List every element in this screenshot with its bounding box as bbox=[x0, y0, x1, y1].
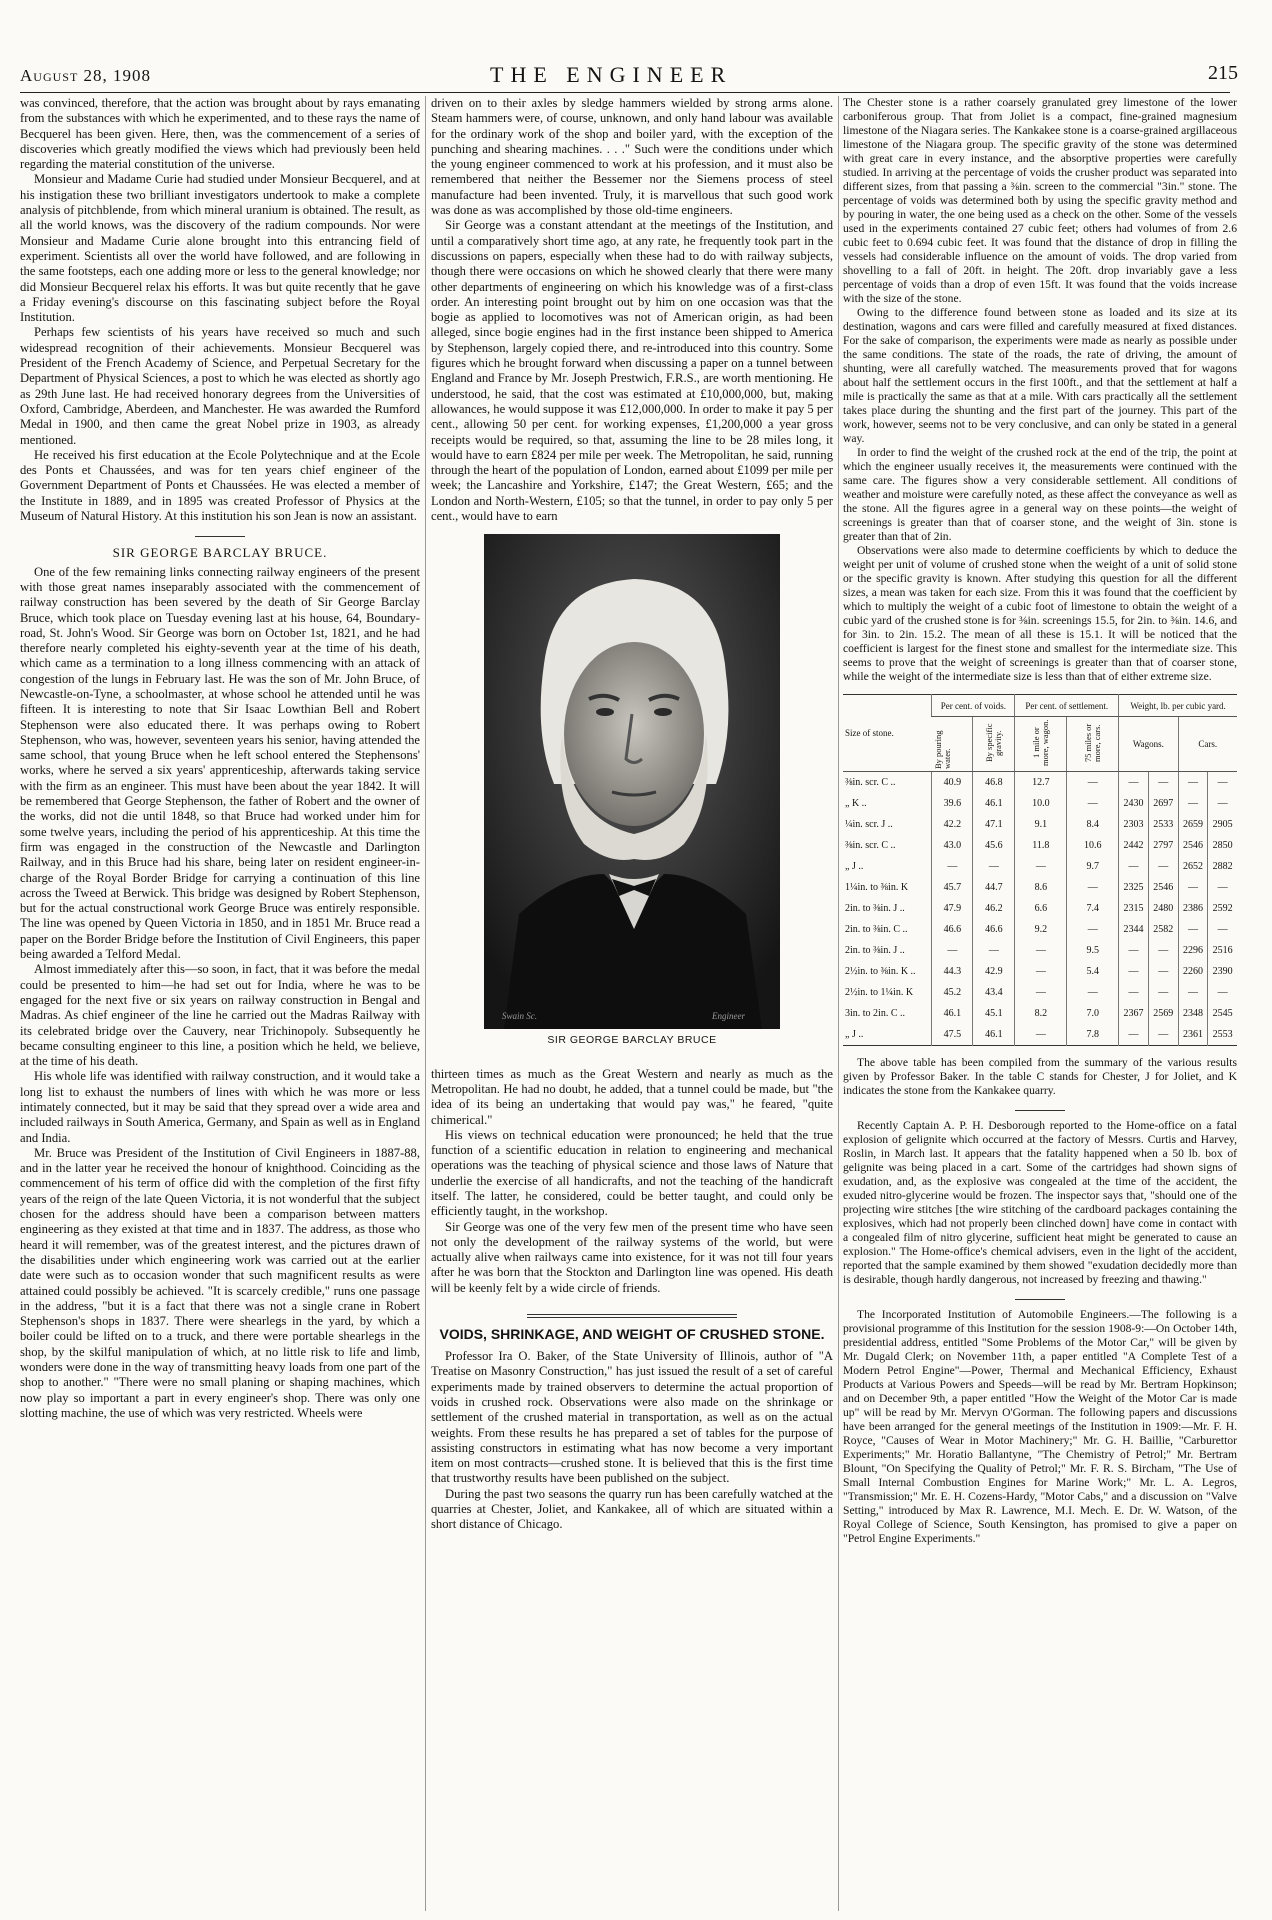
table-cell: — bbox=[1208, 793, 1237, 814]
photo-caption: SIR GEORGE BARCLAY BRUCE bbox=[547, 1034, 717, 1047]
table-cell: 9.2 bbox=[1015, 919, 1067, 940]
table-cell: — bbox=[1178, 793, 1208, 814]
table-cell: 2386 bbox=[1178, 898, 1208, 919]
table-cell: 8.4 bbox=[1067, 814, 1119, 835]
paragraph: Observations were also made to determine coefficients by which to deduce the weight per unit of volume of crushed stone when the weight of a unit of solid stone or the specific gravity is known. After studying this question for all the different sizes, a mean was taken for each size. From this it was found that the coefficient by which to multiply the weight of a cubic foot of limestone to obtain the weight of a cubic yard of the crushed stone is for ⅜in. screenings 15.5, for 2in. to ⅜in. 14.6, and for 3in. to 2in. 15.2. The mean of all these is 15.1. It will be noticed that the coefficient is largest for the finest stone and smallest for the intermediate size. This seems to prove that the weight of screenings is greater than that of coarser stone, while the weight of the intermediate size is less than that of either extreme size. bbox=[843, 544, 1237, 683]
table-subheader: 75 miles or more, cars. bbox=[1082, 723, 1102, 763]
table-cell: 2569 bbox=[1148, 1003, 1178, 1024]
table-row bbox=[843, 940, 1237, 961]
table-cell: 2296 bbox=[1178, 940, 1208, 961]
section-rule bbox=[195, 536, 245, 537]
paragraph: thirteen times as much as the Great Western and nearly as much as the Metropolitan. He had no doubt, he added, that a tunnel could be made, but "the idea of its being an undertaking that would pay was," he feared, "quite chimerical." bbox=[431, 1066, 833, 1127]
table-cell: 7.4 bbox=[1067, 898, 1119, 919]
table-cell: 2592 bbox=[1208, 898, 1237, 919]
table-cell: 2533 bbox=[1148, 814, 1178, 835]
crushed-stone-table bbox=[843, 694, 1237, 1046]
table-cell: 2348 bbox=[1178, 1003, 1208, 1024]
table-row bbox=[843, 961, 1237, 982]
paragraph: One of the few remaining links connecting railway engineers of the present with those great names inseparably associated with the commencement of railway construction has been severed by the death of Sir George Barclay Bruce, which took place on Tuesday evening last at his house, 64, Boundary-road, St. John's Wood. Sir George was born on October 1st, 1821, and he had therefore nearly completed his eighty-seventh year at the time of his death, which came as a termination to a long illness commencing with an attack of congestion of the lungs in February last. He was the son of Mr. John Bruce, of Newcastle-on-Tyne, a schoolmaster, at whose school he attended until he was fifteen. It is interesting to note that Sir Isaac Lowthian Bell and Robert Stephenson were also educated there. It was perhaps owing to Robert Stephenson, who was, however, seventeen years his senior, having attended the same school, that young Bruce when he left school entered the Stephensons' works, where he served a six years' apprenticeship, afterwards taking service with the firm as an engineer. This must have been about the year 1842. It will be remembered that George Stephenson, the father of Robert and the owner of the works, did not die until 1848, so that Bruce had worked under him for some twelve years, including the period of his apprenticeship. At this time the firm was engaged in the construction of the Newcastle and Darlington Railway, and in this Bruce had his share, being later on resident engineer-in-charge of the Royal Border Bridge for carrying a continuation of this line across the Tweed at Berwick. This bridge was designed by Robert Stephenson, but for the actual constructional work George Bruce was entirely responsible. The line was opened by Queen Victoria in 1850, and in 1851 Mr. Bruce read a paper on the Border Bridge before the Institution of Civil Engineers, this paper being awarded a Telford Medal. bbox=[20, 564, 420, 962]
table-cell: — bbox=[1119, 961, 1149, 982]
table-cell: 8.6 bbox=[1015, 877, 1067, 898]
table-subheader: By specific gravity. bbox=[983, 723, 1003, 763]
table-cell: — bbox=[1015, 856, 1067, 877]
engraver-signature: Swain Sc. bbox=[502, 1011, 537, 1022]
table-cell: — bbox=[1119, 982, 1149, 1003]
stone-size-cell: 3in. to 2in. C .. bbox=[845, 1007, 906, 1019]
paragraph: The Chester stone is a rather coarsely granulated grey limestone of the lower carboniferous group. That from Joliet is a compact, fine-grained magnesium limestone of the Niagara series. The Kankakee stone is a coarse-grained argillaceous limestone of the Niagara group. The specific gravity of the stone was determined with great care in every instance, and the absorptive properties were carefully studied. In arriving at the percentage of voids the crusher product was separated into different sizes, from that passing a ⅜in. screen to the commercial "3in." stone. The percentage of voids was determined both by using the specific gravity method and by pouring in water, the one being used as a check on the other. Some of the vessels used in the experiments contained 27 cubic feet; others had volumes of from 2.6 cubic feet to 0.694 cubic feet. It was found that the distance of drop in filling the vessels had considerable influence on the amount of voids. The drop varied from shovelling to a fall of 20ft. in height. The 20ft. drop invariably gave a less percentage of voids than a drop of even 15ft. It was found that the voids increase with the size of the stone. bbox=[843, 96, 1237, 305]
table-header bbox=[1015, 717, 1067, 772]
table-row bbox=[843, 982, 1237, 1003]
table-cell: 9.7 bbox=[1067, 856, 1119, 877]
table-cell: 45.1 bbox=[973, 1003, 1015, 1024]
table-cell: 42.2 bbox=[932, 814, 973, 835]
table-cell: 2546 bbox=[1178, 835, 1208, 856]
table-cell: 46.1 bbox=[973, 793, 1015, 814]
table-cell: — bbox=[1067, 772, 1119, 794]
issue-date: August 28, 1908 bbox=[20, 66, 152, 85]
stone-size-cell: 2in. to ⅜in. J .. bbox=[845, 944, 905, 956]
table-row bbox=[843, 877, 1237, 898]
paragraph: His whole life was identified with railway construction, and it would take a long list to exhaust the numbers of lines with which he was more or less intimately connected, but it may be said that they spread over a wide area and included railways in South America, Germany, and Spain as well as in England and India. bbox=[20, 1069, 420, 1145]
table-cell: 43.4 bbox=[973, 982, 1015, 1003]
table-cell: — bbox=[1148, 940, 1178, 961]
table-cell: 9.5 bbox=[1067, 940, 1119, 961]
table-cell: 2546 bbox=[1148, 877, 1178, 898]
table-cell: 2315 bbox=[1119, 898, 1149, 919]
table-header bbox=[1067, 717, 1119, 772]
table-cell: 40.9 bbox=[932, 772, 973, 794]
paragraph: driven on to their axles by sledge hammers wielded by strong arms alone. Steam hammers were, of course, unknown, and only hand labour was available for the ordinary work of the shop and boiler yard, with the exception of the punching and shearing machines. . . ." Such were the conditions under which the young engineer commenced to work at his profession, and it must also be remembered that neither the Bessemer nor the Siemens process of steel manufacture had been invented. Truly, it is marvellous that such good work was done as was accomplished by those old-time engineers. bbox=[431, 96, 833, 218]
table-row bbox=[843, 1003, 1237, 1024]
table-cell: — bbox=[1067, 877, 1119, 898]
table-cell: 2480 bbox=[1148, 898, 1178, 919]
table-cell: — bbox=[932, 940, 973, 961]
table-cell: 46.1 bbox=[973, 1024, 1015, 1046]
paragraph: Professor Ira O. Baker, of the State University of Illinois, author of "A Treatise on Masonry Construction," has just issued the result of a set of careful experiments made by trained observers to determine the actual proportion of voids in crushed rock. Observations were also made on the shrinkage or settlement of the crushed material in transportation, as well as on the actual weights. From these results he has prepared a set of tables for the purpose of assisting constructors in estimating what has now become a very important item on most contracts—crushed stone. It is believed that this is the first time that trustworthy results have been published on the subject. bbox=[431, 1349, 833, 1486]
paragraph: Sir George was a constant attendant at the meetings of the Institution, and until a comparatively short time ago, at any rate, he frequently took part in the discussions on papers, especially when these had to do with railway subjects, though there were occasions on which he showed clearly that there were many other departments of engineering on which his knowledge was of a first-class order. An interesting point brought out by him on one occasion was that the bogie as applied to locomotives was not of American origin, as had been alleged, since bogie engines had in the first instance been shipped to America by Stephenson, largely copied there, and re-introduced into this country. Some figures which he brought forward when discussing a paper on a tunnel between England and France by Mr. Joseph Prestwich, F.R.S., are worth mentioning. He understood, he said, that the cost was estimated at £10,000,000, but, making allowances, he would suppose it was £12,000,000. In order to make it pay 5 per cent., allowing 50 per cent. for working expenses, £1,200,000 a year gross receipts would be required, so that, assuming the line to be 28 miles long, it would have to earn £824 per mile per week. The Metropolitan, he said, running through the heart of the population of London, earned about £1099 per mile per week; the Lancashire and Yorkshire, £147; the Great Western, £65; and the London and North-Western, £105; so that the tunnel, in order to pay only 5 per cent., would have to earn bbox=[431, 218, 833, 524]
table-cell: 2442 bbox=[1119, 835, 1149, 856]
portrait-illustration bbox=[484, 534, 780, 1029]
table-header: Per cent. of voids. bbox=[932, 695, 1015, 717]
table-cell: — bbox=[1148, 772, 1178, 794]
table-cell: — bbox=[1015, 1024, 1067, 1046]
table-cell: 2882 bbox=[1208, 856, 1237, 877]
table-cell: 12.7 bbox=[1015, 772, 1067, 794]
table-header: Wagons. bbox=[1119, 717, 1178, 772]
section-rule bbox=[1015, 1299, 1065, 1300]
obituary-title: SIR GEORGE BARCLAY BRUCE. bbox=[112, 545, 328, 561]
table-cell: — bbox=[1148, 1024, 1178, 1046]
table-cell: 2325 bbox=[1119, 877, 1149, 898]
table-row bbox=[843, 919, 1237, 940]
table-cell: 2545 bbox=[1208, 1003, 1237, 1024]
table-cell: — bbox=[1119, 856, 1149, 877]
paragraph: He received his first education at the Ecole Polytechnique and at the Ecole des Ponts et Chaussées, and was for ten years chief engineer of the Government Department of Ponts et Chaussées. He was elected a member of the Institute in 1889, and in 1895 was created Professor of Physics at the Museum of Natural History. At this institution his son Jean is now an assistant. bbox=[20, 447, 420, 524]
table-cell: 5.4 bbox=[1067, 961, 1119, 982]
stone-size-cell: 1¼in. to ⅜in. K bbox=[845, 881, 909, 893]
table-cell: 46.6 bbox=[932, 919, 973, 940]
table-cell: 46.8 bbox=[973, 772, 1015, 794]
table-cell: 45.6 bbox=[973, 835, 1015, 856]
table-cell: 2303 bbox=[1119, 814, 1149, 835]
journal-title: THE ENGINEER bbox=[490, 62, 733, 87]
table-cell: — bbox=[1178, 919, 1208, 940]
table-row bbox=[843, 898, 1237, 919]
page-number: 215 bbox=[1208, 62, 1238, 84]
table-header: Size of stone. bbox=[843, 695, 932, 772]
paragraph: During the past two seasons the quarry run has been carefully watched at the quarries at Chester, Joliet, and Kankakee, all of which are situated within a short distance of Chicago. bbox=[431, 1486, 833, 1532]
stone-size-cell: „ J .. bbox=[845, 1028, 864, 1040]
stone-size-cell: ⅜in. scr. C .. bbox=[845, 839, 896, 851]
table-cell: 2344 bbox=[1119, 919, 1149, 940]
table-cell: 2390 bbox=[1208, 961, 1237, 982]
column-divider bbox=[838, 96, 839, 1911]
stone-size-cell: „ K .. bbox=[845, 797, 867, 809]
article-heading: VOIDS, SHRINKAGE, AND WEIGHT OF CRUSHED STONE. bbox=[439, 1326, 825, 1343]
table-cell: — bbox=[973, 940, 1015, 961]
table-cell: 46.6 bbox=[973, 919, 1015, 940]
table-cell: 2582 bbox=[1148, 919, 1178, 940]
table-cell: 43.0 bbox=[932, 835, 973, 856]
table-cell: 7.8 bbox=[1067, 1024, 1119, 1046]
stone-size-cell: 2in. to ⅜in. C .. bbox=[845, 923, 908, 935]
table-cell: — bbox=[1119, 1024, 1149, 1046]
table-cell: — bbox=[1015, 940, 1067, 961]
column-divider bbox=[425, 96, 426, 1911]
stone-size-cell: ⅜in. scr. C .. bbox=[845, 776, 896, 788]
table-row bbox=[843, 1024, 1237, 1046]
table-cell: — bbox=[1067, 919, 1119, 940]
column-right bbox=[843, 96, 1237, 1916]
table-cell: 7.0 bbox=[1067, 1003, 1119, 1024]
table-header bbox=[932, 717, 973, 772]
publisher-signature: Engineer bbox=[712, 1011, 745, 1022]
table-cell: 42.9 bbox=[973, 961, 1015, 982]
table-cell: 47.1 bbox=[973, 814, 1015, 835]
page-header bbox=[0, 0, 1272, 95]
table-cell: 2659 bbox=[1178, 814, 1208, 835]
paragraph: Owing to the difference found between stone as loaded and its size at its destination, wagons and cars were filled and carefully measured at fixed distances. For the sake of comparison, the experiments were made as nearly as possible under the same conditions. The state of the roads, the rate of driving, the amount of shunting, were all carefully watched. The measurements proved that for wagons about half the settlement occurs in the first 100ft., and that the settlement at half a mile is practically the same as that at a mile. With cars practically all the settlement takes place during the shunting and the first part of the journey. This part of the work, however, seems not to be very conclusive, and can only be stated in a general way. bbox=[843, 306, 1237, 445]
table-cell: 2361 bbox=[1178, 1024, 1208, 1046]
table-cell: — bbox=[1148, 856, 1178, 877]
column-middle bbox=[431, 96, 833, 1916]
table-cell: — bbox=[1208, 919, 1237, 940]
stone-size-cell: 2½in. to ⅜in. K .. bbox=[845, 965, 916, 977]
table-cell: 2697 bbox=[1148, 793, 1178, 814]
table-cell: — bbox=[1148, 961, 1178, 982]
table-cell: — bbox=[1067, 793, 1119, 814]
paragraph: was convinced, therefore, that the action was brought about by rays emanating from the substances with which he experimented, and to these rays the name of Becquerel has been given. Here, then, was the commencement of a series of discoveries which greatly modified the views which had previously been held regarding the material constitution of the universe. bbox=[20, 96, 420, 172]
table-cell: 39.6 bbox=[932, 793, 973, 814]
paragraph: His views on technical education were pronounced; he held that the true function of a scientific education in relation to engineering and mechanical operations was the teaching of physical science and those laws of Nature that underlie the exercise of all handicrafts, and not the teaching of the handicraft itself. The latter, he considered, could be better taught, and could only be efficiently taught, in the workshop. bbox=[431, 1127, 833, 1219]
table-row bbox=[843, 856, 1237, 877]
stone-size-cell: 2½in. to 1¼in. K bbox=[845, 986, 914, 998]
table-cell: — bbox=[1208, 772, 1237, 794]
table-cell: 6.6 bbox=[1015, 898, 1067, 919]
table-subheader: 1 mile or more, wagon. bbox=[1030, 719, 1050, 767]
paragraph: The above table has been compiled from the summary of the various results given by Professor Baker. In the table C stands for Chester, J for Joliet, and K indicates the stone from the Kankakee quarry. bbox=[843, 1056, 1237, 1097]
table-cell: 46.1 bbox=[932, 1003, 973, 1024]
section-rule bbox=[1015, 1110, 1065, 1111]
table-header: Per cent. of settlement. bbox=[1015, 695, 1119, 717]
table-row bbox=[843, 772, 1237, 794]
table-row bbox=[843, 835, 1237, 856]
table-cell: — bbox=[1015, 961, 1067, 982]
table-row bbox=[843, 793, 1237, 814]
table-cell: 10.6 bbox=[1067, 835, 1119, 856]
table-cell: — bbox=[1119, 940, 1149, 961]
table-subheader: By pouring water. bbox=[932, 730, 952, 769]
stone-size-cell: „ J .. bbox=[845, 860, 864, 872]
table-header bbox=[973, 717, 1015, 772]
section-rule bbox=[527, 1314, 737, 1318]
stone-size-cell: ¼in. scr. J .. bbox=[845, 818, 893, 830]
portrait-photo bbox=[484, 534, 780, 1029]
paragraph: Recently Captain A. P. H. Desborough reported to the Home-office on a fatal explosion of gelignite which occurred at the factory of Messrs. Curtis and Harvey, Roslin, in March last. It appears that the fatality happened when a 50 lb. box of gelignite was being placed in a cart. Some of the cartridges had shown signs of exudation, and, as the explosive was congealed at the time of the accident, the exuded nitro-glycerine would be frozen. The inspector says that, "should one of the projecting wire stitches [the wire stitching of the cardboard packages containing the explosives, which had not properly been clinched down] have come in contact with a congealed film of nitro glycerine, sufficient heat might be generated to cause an explosion." The Home-office's chemical advisers, even in the light of the accident, reported that the sample examined by them showed "exudation decidedly more than is desirable, though hardly dangerous, not increased by freezing and thawing." bbox=[843, 1119, 1237, 1286]
table-cell: — bbox=[1015, 982, 1067, 1003]
table-cell: 2652 bbox=[1178, 856, 1208, 877]
paragraph: Perhaps few scientists of his years have received so much and such widespread recognition of their achievements. Monsieur Becquerel was President of the French Academy of Science, and Perpetual Secretary for the Department of Physical Sciences, a post to which he was elected as shortly ago as 29th June last. He had received honorary degrees from the Universities of Oxford, Cambridge, Aberdeen, and Manchester. He was awarded the Rumford Medal in 1900, and then came the great Nobel prize in 1903, as already mentioned. bbox=[20, 325, 420, 447]
table-cell: 2260 bbox=[1178, 961, 1208, 982]
table-cell: 2850 bbox=[1208, 835, 1237, 856]
table-cell: 44.7 bbox=[973, 877, 1015, 898]
table-cell: 11.8 bbox=[1015, 835, 1067, 856]
table-cell: 10.0 bbox=[1015, 793, 1067, 814]
table-cell: — bbox=[1208, 982, 1237, 1003]
table-cell: 2367 bbox=[1119, 1003, 1149, 1024]
table-cell: 45.7 bbox=[932, 877, 973, 898]
table-cell: 45.2 bbox=[932, 982, 973, 1003]
table-cell: — bbox=[1178, 772, 1208, 794]
table-cell: 2905 bbox=[1208, 814, 1237, 835]
table-cell: 8.2 bbox=[1015, 1003, 1067, 1024]
table-cell: 2553 bbox=[1208, 1024, 1237, 1046]
table-cell: 9.1 bbox=[1015, 814, 1067, 835]
table-header: Cars. bbox=[1178, 717, 1237, 772]
paragraph: Monsieur and Madame Curie had studied under Monsieur Becquerel, and at his instigation these two brilliant investigators undertook to make a complete analysis of pitchblende, from which mineral uranium is obtained. The result, as all the world knows, was the discovery of the radium compounds. Nor were Monsieur and Madame Curie alone brought into this entrancing field of experiment. Scientists all over the world have followed, and are following in the same footsteps, each one adding more or less to the general knowledge; nor did Monsieur Becquerel relax his efforts. It was but quite recently that he gave a Friday evening's discourse on this fascinating subject before the Royal Institution. bbox=[20, 172, 420, 325]
column-left bbox=[20, 96, 420, 1916]
table-body bbox=[843, 772, 1237, 1046]
table-row bbox=[843, 814, 1237, 835]
table-cell: — bbox=[1119, 772, 1149, 794]
table-cell: — bbox=[932, 856, 973, 877]
table-cell: 47.9 bbox=[932, 898, 973, 919]
paragraph: The Incorporated Institution of Automobile Engineers.—The following is a provisional programme of this Institution for the session 1908-9:—On October 14th, presidential address, entitled "Some Problems of the Motor Car," will be given by Mr. Dugald Clerk; on November 11th, a paper entitled "A Complete Test of a Modern Petrol Engine"—Power, Thermal and Mechanical Efficiency, Exhaust Products at Various Powers and Speeds—will be read by Mr. Bertram Hopkinson; and on December 9th, a paper entitled "How the Weight of the Motor Car is made up" will be read by Mr. Mervyn O'Gorman. The following papers and discussions have been arranged for the general meetings of the Institution in 1909:—Mr. F. H. Royce, "Causes of Wear in Motor Machinery;" Mr. G. H. Baillie, "Carburettor Experiments;" Mr. Horatio Ballantyne, "The Chemistry of Petrol;" Mr. Bertram Blount, "On Specifying the Quality of Petrol;" Mr. F. R. S. Bircham, "The Use of Small Internal Combustion Engines for Marine Work;" Mr. L. A. Legros, "Transmission;" Mr. E. H. Cozens-Hardy, "Motor Cabs," and a discussion on "Valve Setting," introduced by Max R. Lawrence, M.I. Mech. E. Dr. W. Watson, of the Royal College of Science, South Kensington, has promised to give a paper on "Petrol Engine Experiments." bbox=[843, 1308, 1237, 1545]
table-cell: — bbox=[1178, 982, 1208, 1003]
table-cell: — bbox=[973, 856, 1015, 877]
table-header: Weight, lb. per cubic yard. bbox=[1119, 695, 1237, 717]
table-cell: 46.2 bbox=[973, 898, 1015, 919]
table-cell: 2430 bbox=[1119, 793, 1149, 814]
table-cell: — bbox=[1067, 982, 1119, 1003]
header-rule bbox=[20, 92, 1230, 93]
paragraph: Almost immediately after this—so soon, in fact, that it was before the medal could be presented to him—he had set out for India, where he was to be engaged for the next five or six years on railway construction in Bengal and Madras. As chief engineer of the line he carried out the Madras Railway with its celebrated bridge over the Cauvery, near Trichinopoly. Subsequently he became consulting engineer to this line, a position which he held, we believe, at the time of his death. bbox=[20, 962, 420, 1069]
table-cell: — bbox=[1148, 982, 1178, 1003]
stone-size-cell: 2in. to ⅜in. J .. bbox=[845, 902, 905, 914]
table-cell: 2516 bbox=[1208, 940, 1237, 961]
paragraph: Sir George was one of the very few men of the present time who have seen not only the development of the railway systems of the world, but were actually alive when railways came into existence, for it was not till four years after he was born that the Stockton and Darlington line was opened. His death will be keenly felt by a wide circle of friends. bbox=[431, 1219, 833, 1295]
paragraph: Mr. Bruce was President of the Institution of Civil Engineers in 1887-88, and in the latter year he received the honour of knighthood. Coinciding as the commencement of his term of office did with the completion of the first fifty years of the reign of the late Queen Victoria, it is not wonderful that the subject chosen for the address should have been a comparison between matters engineering as they existed at that time and in 1837. The address, as those who heard it will remember, was of the greatest interest, and the pictures drawn of the disabilities under which engineering work was carried out at the earlier date were such as to occasion wonder that such magnificent results as were attained could possibly be achieved. "It is scarcely credible," runs one passage in the address, "but it is a fact that there was not a single crane in Robert Stephenson's shops in 1837. There were shearlegs in the yard, by which a boiler could be lifted on to a truck, and there were portable shearlegs in the shop, by the skilful manipulation of which, at no little risk to life and limb, wonders were done in the way of transmitting heavy loads from one part of the shop to another." "There were no small planing or shaping machines, which now play so important a part in every engineer's shop. There was only one slotting machine, the use of which was very restricted. Wheels were bbox=[20, 1145, 420, 1420]
table-cell: 2797 bbox=[1148, 835, 1178, 856]
table-cell: — bbox=[1178, 877, 1208, 898]
table-cell: 44.3 bbox=[932, 961, 973, 982]
table-cell: — bbox=[1208, 877, 1237, 898]
paragraph: In order to find the weight of the crushed rock at the end of the trip, the point at which the engineer usually receives it, the measurements were continued with the same care. The figures show a very considerable settlement. All conditions of weather and moisture were carefully noted, as these affect the conveyance as well as the stone. All the figures agree in a general way on these points—the weight of screenings is greater than that of coarser stone, and the weight of 3in. stone is greater than that of 2in. bbox=[843, 446, 1237, 543]
table-cell: 47.5 bbox=[932, 1024, 973, 1046]
